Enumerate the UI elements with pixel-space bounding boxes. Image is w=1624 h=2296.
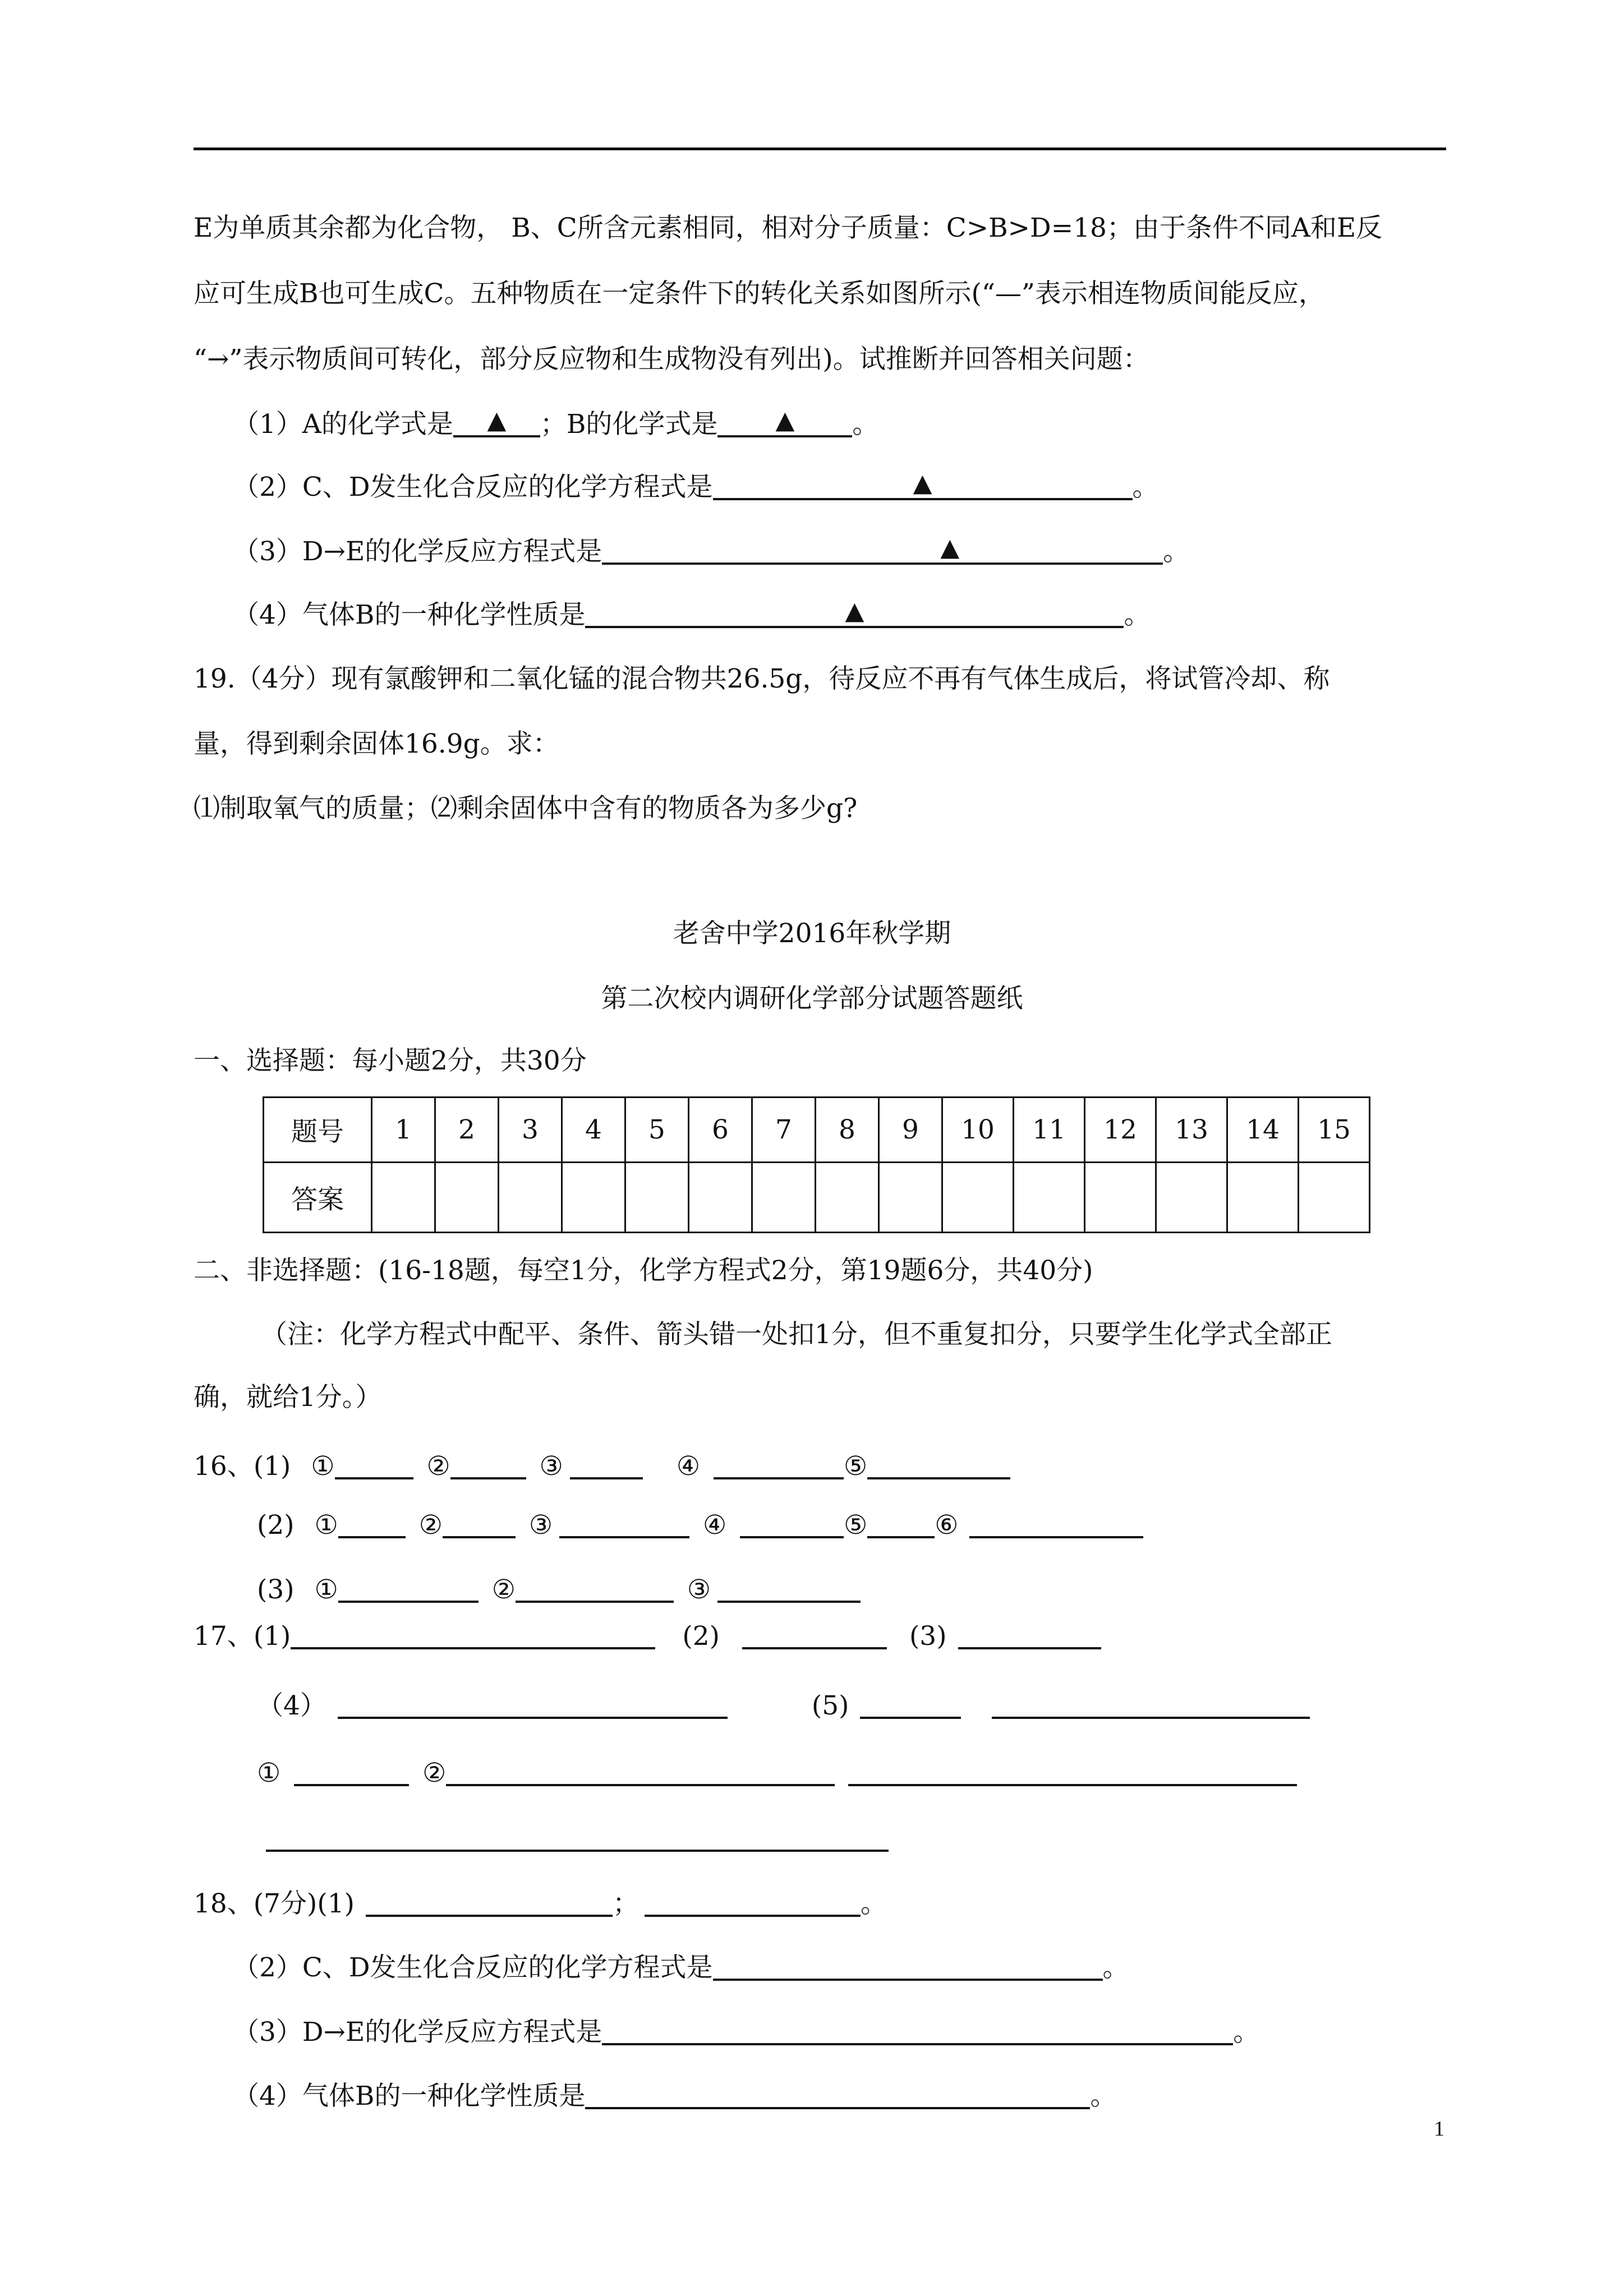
q18-answer-blank-b[interactable] xyxy=(645,1889,861,1917)
q17-sub1-blank[interactable] xyxy=(294,1758,409,1786)
q18-intro-line1: E为单质其余都为化合物， B、C所含元素相同，相对分子质量：C>B>D=18；由于条件不同A和E反 xyxy=(194,213,1383,243)
answer-sheet-school-term: 老舍中学2016年秋学期 xyxy=(673,918,951,949)
question-number-cell: 3 xyxy=(499,1098,562,1163)
q16-1-blank-3[interactable] xyxy=(570,1451,643,1479)
question-number-cell: 2 xyxy=(435,1098,499,1163)
q18-blank-b[interactable] xyxy=(717,406,852,437)
q16-2-blank-2[interactable] xyxy=(443,1510,516,1538)
q17-sub2-blank-1[interactable] xyxy=(446,1758,835,1786)
q17-1-blank[interactable] xyxy=(291,1621,655,1649)
question-number-cell: 8 xyxy=(816,1098,879,1163)
q18-answer-blank-a[interactable] xyxy=(366,1889,613,1917)
answer-cell[interactable] xyxy=(1299,1163,1370,1233)
q16-3-blank-1[interactable] xyxy=(338,1575,479,1603)
answer-sheet-title: 第二次校内调研化学部分试题答题纸 xyxy=(601,983,1023,1014)
note-line2: 确，就给1分。） xyxy=(194,1382,382,1413)
q16-2-blank-6[interactable] xyxy=(969,1510,1143,1538)
q18-answer-row4: （4）气体B的一种化学性质是 。 xyxy=(233,2081,1117,2111)
q18-part1: （1）A的化学式是 ▲ ；B的化学式是 ▲ 。 xyxy=(233,406,879,440)
answer-cell[interactable] xyxy=(435,1163,499,1233)
answer-cell[interactable] xyxy=(689,1163,752,1233)
q17-label: 17、 xyxy=(194,1621,254,1652)
answer-cell[interactable] xyxy=(1156,1163,1227,1233)
q18-answer-row1: 18、(7分)(1) ； 。 xyxy=(194,1888,887,1919)
q16-2-blank-3[interactable] xyxy=(559,1510,689,1538)
q17-row3: ① ② xyxy=(257,1758,1297,1786)
q16-2-blank-4[interactable] xyxy=(740,1510,844,1538)
q18-answer-row3: （3）D→E的化学反应方程式是 。 xyxy=(233,2017,1260,2048)
header-rule xyxy=(194,147,1446,150)
q17-row4 xyxy=(266,1824,889,1852)
answer-table xyxy=(263,1096,1370,1233)
q16-2-blank-5[interactable] xyxy=(867,1510,935,1538)
answer-cell[interactable] xyxy=(1227,1163,1299,1233)
q18-part1-a-label: （1）A的化学式是 xyxy=(233,409,453,440)
q18-answer-row2: （2）C、D发生化合反应的化学方程式是 。 xyxy=(233,1952,1129,1983)
question-number-cell: 14 xyxy=(1227,1098,1299,1163)
triangle-marker-icon: ▲ xyxy=(845,597,864,625)
question-number-cell: 11 xyxy=(1014,1098,1085,1163)
answer-cell[interactable] xyxy=(816,1163,879,1233)
question-number-cell: 13 xyxy=(1156,1098,1227,1163)
answer-table-header-label: 题号 xyxy=(264,1098,372,1163)
answer-cell[interactable] xyxy=(879,1163,942,1233)
q18-part1-b-label: ；B的化学式是 xyxy=(540,409,718,440)
q18-blank-a[interactable] xyxy=(453,406,540,437)
q18-answer-blank-property[interactable] xyxy=(585,2081,1090,2109)
answer-cell[interactable] xyxy=(1014,1163,1085,1233)
q18-part3: （3）D→E的化学反应方程式是 ▲ 。 xyxy=(233,533,1190,567)
note-line1: （注：化学方程式中配平、条件、箭头错一处扣1分，但不重复扣分，只要学生化学式全部正 xyxy=(261,1319,1332,1350)
section1-heading: 一、选择题：每小题2分，共30分 xyxy=(194,1045,587,1076)
q16-row2: (2) ① ② ③ ④ ⑤ ⑥ xyxy=(257,1510,1143,1538)
q17-5-blank-2[interactable] xyxy=(992,1691,1310,1719)
q16-3-blank-2[interactable] xyxy=(516,1575,674,1603)
answer-cell[interactable] xyxy=(499,1163,562,1233)
question-number-cell: 1 xyxy=(372,1098,435,1163)
triangle-marker-icon: ▲ xyxy=(775,406,795,435)
q17-3-blank[interactable] xyxy=(958,1621,1101,1649)
q19-line2: 量，得到剩余固体16.9g。求： xyxy=(194,729,559,759)
question-number-cell: 7 xyxy=(752,1098,816,1163)
question-number-cell: 5 xyxy=(625,1098,689,1163)
q17-row2: （4） (5) xyxy=(257,1691,1310,1719)
q17-5-blank-1[interactable] xyxy=(860,1691,961,1719)
q17-sub2-blank-2[interactable] xyxy=(848,1758,1297,1786)
answer-cell[interactable] xyxy=(1085,1163,1156,1233)
question-number-cell: 4 xyxy=(562,1098,625,1163)
q17-2-blank[interactable] xyxy=(742,1621,887,1649)
question-number-cell: 9 xyxy=(879,1098,942,1163)
answer-cell[interactable] xyxy=(372,1163,435,1233)
q18-part4: （4）气体B的一种化学性质是 ▲ 。 xyxy=(233,597,1151,630)
q16-row1: 16、(1) ① ② ③ ④ ⑤ xyxy=(194,1451,1010,1479)
q18-answer-blank-eq1[interactable] xyxy=(713,1953,1103,1981)
answer-cell[interactable] xyxy=(562,1163,625,1233)
q16-2-blank-1[interactable] xyxy=(338,1510,406,1538)
q16-label: 16、 xyxy=(194,1451,254,1482)
question-number-cell: 12 xyxy=(1085,1098,1156,1163)
q18-intro-line2: 应可生成B也可生成C。五种物质在一定条件下的转化关系如图所示(“—”表示相连物质间能反应， xyxy=(194,278,1325,309)
q16-row3: (3) ① ② ③ xyxy=(257,1575,861,1603)
answer-cell[interactable] xyxy=(942,1163,1014,1233)
triangle-marker-icon: ▲ xyxy=(487,406,507,435)
q16-1-blank-1[interactable] xyxy=(335,1451,413,1479)
q18-part2: （2）C、D发生化合反应的化学方程式是 ▲ 。 xyxy=(233,469,1159,502)
q16-1-blank-4[interactable] xyxy=(714,1451,844,1479)
q17-extra-blank[interactable] xyxy=(266,1824,889,1852)
q19-line3: ⑴制取氧气的质量；⑵剩余固体中含有的物质各为多少g? xyxy=(194,793,858,824)
q17-4-blank[interactable] xyxy=(338,1691,728,1719)
answer-cell[interactable] xyxy=(752,1163,816,1233)
section2-heading: 二、非选择题：(16-18题，每空1分，化学方程式2分，第19题6分，共40分) xyxy=(194,1255,1093,1286)
triangle-marker-icon: ▲ xyxy=(940,533,960,562)
q18-blank-eq1[interactable] xyxy=(713,469,1133,500)
question-number-cell: 6 xyxy=(689,1098,752,1163)
q16-1-blank-5[interactable] xyxy=(867,1451,1010,1479)
answer-table-header-row xyxy=(264,1098,1370,1163)
question-number-cell: 10 xyxy=(942,1098,1014,1163)
q19-line1: 19.（4分）现有氯酸钾和二氧化锰的混合物共26.5g，待反应不再有气体生成后，将试管冷却、称 xyxy=(194,663,1330,694)
question-number-cell: 15 xyxy=(1299,1098,1370,1163)
q16-1-blank-2[interactable] xyxy=(450,1451,526,1479)
q18-intro-line3: “→”表示物质间可转化，部分反应物和生成物没有列出)。试推断并回答相关问题： xyxy=(194,344,1149,375)
answer-table-answer-label: 答案 xyxy=(264,1163,372,1233)
page-number: 1 xyxy=(1434,2117,1444,2141)
q16-3-blank-3[interactable] xyxy=(717,1575,861,1603)
q17-row1: 17、(1) (2) (3) xyxy=(194,1621,1101,1649)
triangle-marker-icon: ▲ xyxy=(913,469,932,497)
answer-cell[interactable] xyxy=(625,1163,689,1233)
q18-answer-blank-eq2[interactable] xyxy=(602,2017,1233,2045)
answer-table-answer-row xyxy=(264,1163,1370,1233)
